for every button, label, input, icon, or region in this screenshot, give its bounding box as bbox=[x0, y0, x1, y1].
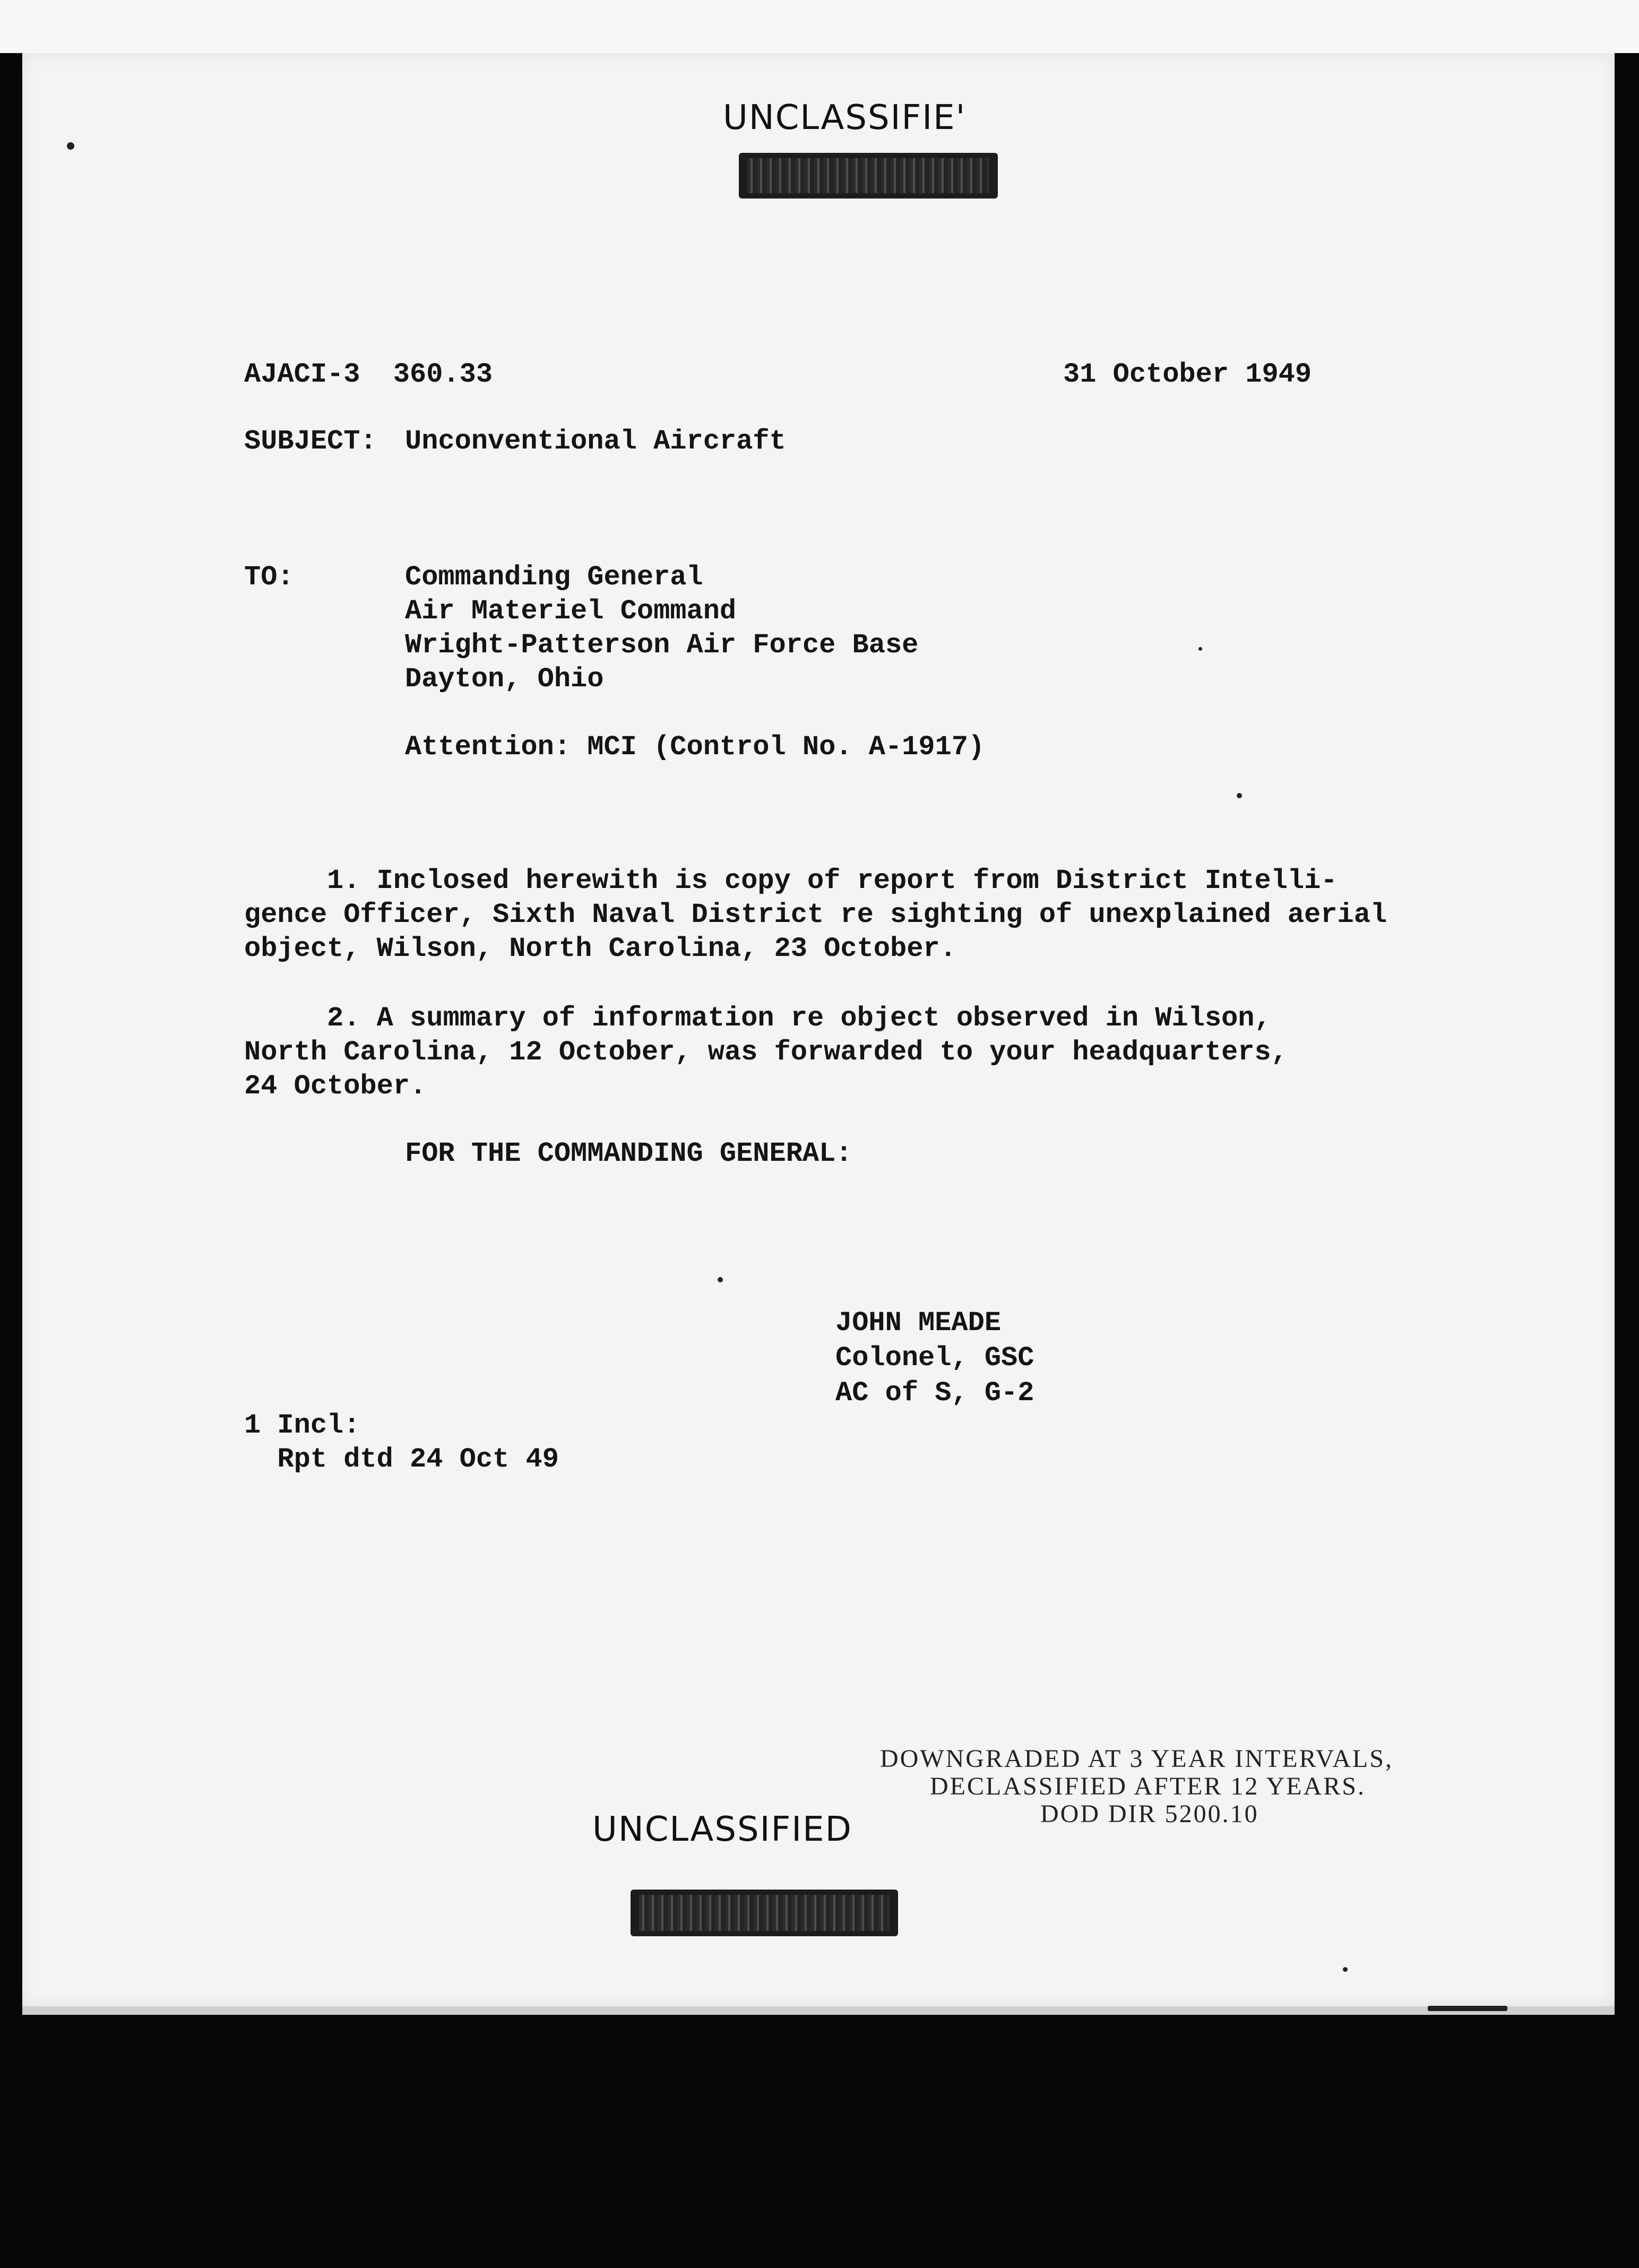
paragraph-1-line: 1. Inclosed herewith is copy of report from District Intelli- bbox=[244, 865, 1338, 896]
closing-line: FOR THE COMMANDING GENERAL: bbox=[405, 1138, 852, 1169]
address-line: Air Materiel Command bbox=[405, 596, 737, 627]
to-label: TO: bbox=[244, 562, 294, 593]
file-code: AJACI-3 360.33 bbox=[244, 359, 493, 390]
scan-speck bbox=[1428, 2006, 1507, 2011]
paragraph-2-line: North Carolina, 12 October, was forwarded to your headquarters, bbox=[244, 1037, 1288, 1068]
redacted-restricted-stamp-bottom bbox=[631, 1890, 898, 1936]
subject-value: Unconventional Aircraft bbox=[405, 426, 786, 457]
scan-speck bbox=[718, 1277, 723, 1282]
scan-speck bbox=[1237, 793, 1242, 798]
scan-speck bbox=[1198, 647, 1202, 651]
signer-name: JOHN MEADE bbox=[835, 1307, 1002, 1339]
paragraph-1-line: object, Wilson, North Carolina, 23 October. bbox=[244, 933, 956, 964]
classification-marking-bottom: UNCLASSIFIED bbox=[592, 1810, 852, 1849]
paragraph-2-line: 2. A summary of information re object observed in Wilson, bbox=[244, 1003, 1271, 1034]
enclosure-label: 1 Incl: bbox=[244, 1410, 360, 1441]
address-line: Commanding General bbox=[405, 562, 703, 593]
signer-title: AC of S, G-2 bbox=[835, 1377, 1034, 1409]
signer-rank: Colonel, GSC bbox=[835, 1342, 1034, 1374]
redacted-restricted-stamp-top bbox=[739, 153, 998, 199]
letter-date: 31 October 1949 bbox=[1063, 359, 1312, 390]
page-bottom-edge bbox=[22, 2006, 1615, 2015]
scan-top-margin bbox=[0, 0, 1639, 53]
scan-speck bbox=[67, 142, 74, 150]
downgrade-stamp-line: DOWNGRADED AT 3 YEAR INTERVALS, bbox=[880, 1745, 1393, 1773]
address-line: Dayton, Ohio bbox=[405, 663, 604, 695]
paragraph-2-line: 24 October. bbox=[244, 1071, 427, 1102]
enclosure-item: Rpt dtd 24 Oct 49 bbox=[244, 1444, 559, 1475]
paragraph-1-line: gence Officer, Sixth Naval District re sighting of unexplained aerial bbox=[244, 899, 1387, 930]
scan-speck bbox=[1343, 1967, 1348, 1972]
downgrade-stamp-line: DECLASSIFIED AFTER 12 YEARS. bbox=[930, 1772, 1366, 1800]
subject-label: SUBJECT: bbox=[244, 426, 377, 457]
classification-marking-top: UNCLASSIFIE' bbox=[723, 98, 967, 137]
downgrade-stamp-line: DOD DIR 5200.10 bbox=[1040, 1800, 1259, 1828]
attention-line: Attention: MCI (Control No. A-1917) bbox=[405, 731, 985, 763]
address-line: Wright-Patterson Air Force Base bbox=[405, 629, 919, 661]
